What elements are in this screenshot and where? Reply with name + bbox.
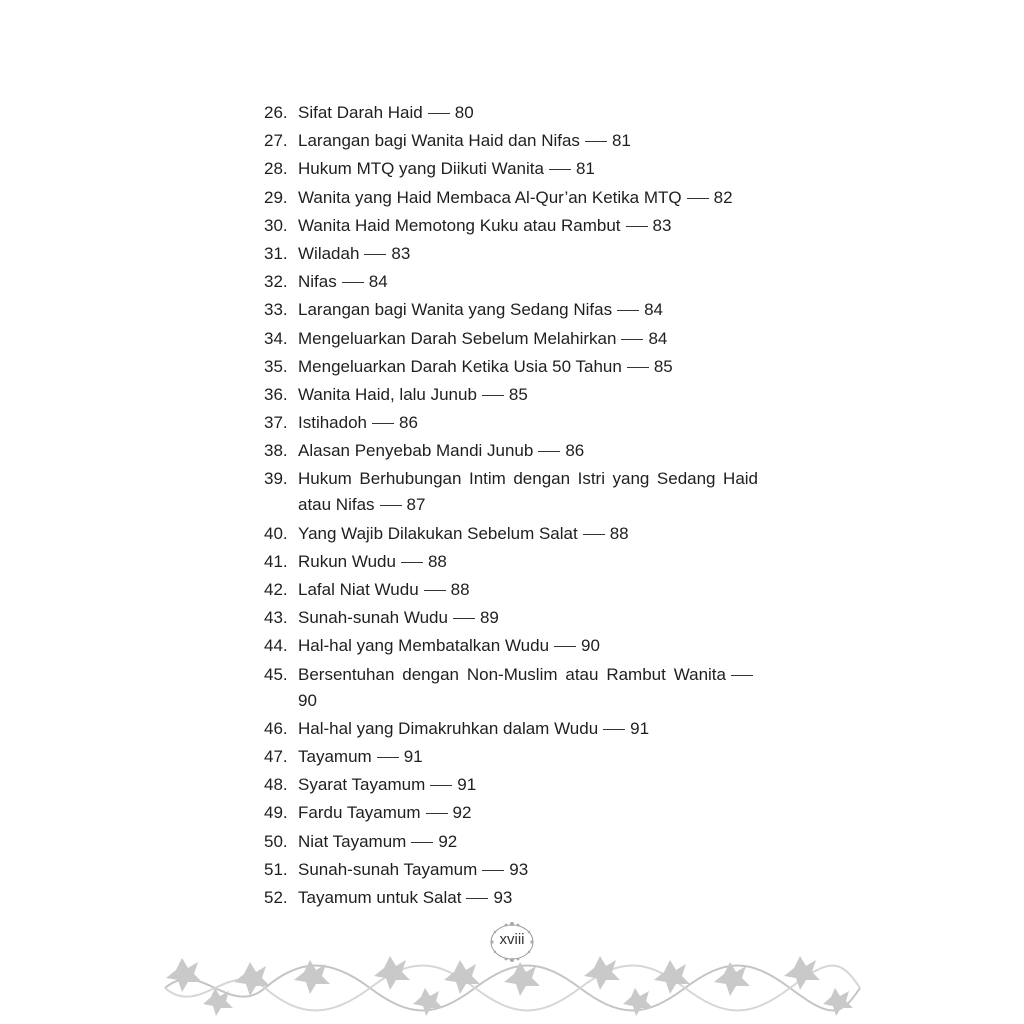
toc-item: [264, 354, 758, 380]
leader-line: [583, 534, 605, 535]
leader-line: [364, 254, 386, 255]
toc-item-entry: [298, 100, 758, 126]
toc-item-number: 48.: [264, 775, 288, 795]
toc-item-page: 81: [611, 131, 631, 151]
toc-item: [264, 100, 758, 126]
toc-item-entry: [298, 326, 758, 352]
toc-item-number: 49.: [264, 803, 288, 823]
leader-line: [617, 310, 639, 311]
leader-line: [428, 113, 450, 114]
leader-line: [626, 226, 648, 227]
toc-item-page: 86: [399, 413, 418, 433]
toc-item-page: 83: [391, 243, 411, 263]
toc-item-page: 88: [427, 551, 447, 571]
toc-item-title: Lafal Niat Wudu: [298, 580, 419, 599]
toc-item: [264, 829, 758, 855]
toc-item-entry: [298, 772, 758, 798]
toc-item-number: 41.: [264, 551, 288, 571]
toc-item: [264, 213, 758, 239]
toc-item-entry: [298, 185, 758, 211]
leader-line: [482, 395, 504, 396]
toc-item-title: Tayamum untuk Salat: [298, 887, 462, 907]
leader-line: [424, 590, 446, 591]
toc-item-number: 46.: [264, 718, 288, 738]
toc-item-title: Mengeluarkan Darah Sebelum Melahirkan: [298, 328, 617, 348]
toc-item: [264, 800, 758, 826]
leader-line: [621, 339, 643, 340]
leader-line: [453, 618, 475, 619]
toc-item-entry: [298, 241, 758, 267]
toc-item-entry: [298, 213, 758, 239]
toc-item-entry: [298, 269, 758, 295]
toc-item-entry: [298, 354, 758, 380]
toc-item: [264, 466, 758, 518]
toc-item-number: 50.: [264, 831, 288, 851]
toc-item-title: Sunah-sunah Wudu: [298, 608, 448, 628]
toc-item: [264, 269, 758, 295]
toc-item-page: 87: [406, 495, 426, 515]
toc-item-entry: [298, 128, 758, 154]
toc-item: [264, 772, 758, 798]
toc-item-page: 88: [609, 523, 629, 543]
leader-line: [627, 367, 649, 368]
toc-item: [264, 156, 758, 182]
toc-item-entry: [298, 829, 758, 855]
toc-item-number: 45.: [264, 664, 288, 684]
toc-item-title: Hukum Berhubungan Intim dengan Istri yang Sedang Haid atau Nifas: [298, 469, 758, 515]
toc-item-entry: [298, 744, 758, 770]
toc-item: [264, 326, 758, 352]
toc-item-entry: [298, 156, 758, 182]
toc-item-number: 43.: [264, 608, 288, 628]
toc-item-number: 32.: [264, 272, 288, 292]
toc-item-entry: [298, 297, 758, 323]
toc-item-page: 88: [450, 580, 470, 599]
toc-item-title: Hal-hal yang Dimakruhkan dalam Wudu: [298, 718, 599, 738]
toc-item-number: 34.: [264, 328, 288, 348]
toc-item-title: Syarat Tayamum: [298, 775, 426, 795]
toc-item-number: 40.: [264, 523, 288, 543]
leader-line: [377, 757, 399, 758]
toc-item-entry: [298, 633, 758, 659]
toc-item-title: Istihadoh: [298, 413, 367, 433]
toc-item-title: Wiladah: [298, 243, 360, 263]
toc-item-number: 38.: [264, 441, 288, 461]
toc-item-number: 31.: [264, 243, 288, 263]
toc-item-title: Wanita Haid Memotong Kuku atau Rambut: [298, 215, 621, 235]
toc-item-number: 42.: [264, 580, 288, 599]
toc-item-title: Hukum MTQ yang Diikuti Wanita: [298, 159, 544, 179]
toc-item-number: 27.: [264, 131, 288, 151]
leader-line: [731, 675, 753, 676]
toc-item-page: 91: [457, 775, 477, 795]
toc-item: [264, 438, 758, 464]
toc-item-number: 36.: [264, 384, 288, 404]
toc-item-number: 39.: [264, 469, 288, 489]
toc-item: [264, 885, 758, 911]
toc-item: [264, 521, 758, 547]
toc-item-title: Wanita yang Haid Membaca Al-Qur’an Ketika MTQ: [298, 187, 682, 207]
toc-item: [264, 185, 758, 211]
toc-item: [264, 297, 758, 323]
toc-item-entry: [298, 549, 758, 575]
toc-item-number: 26.: [264, 103, 288, 122]
toc-item: [264, 605, 758, 631]
toc-item: [264, 241, 758, 267]
leader-line: [585, 141, 607, 142]
toc-item-entry: [298, 466, 758, 518]
toc-item-page: 84: [644, 300, 664, 320]
toc-item-entry: [298, 605, 758, 631]
toc-item-title: Larangan bagi Wanita yang Sedang Nifas: [298, 300, 613, 320]
toc-item: [264, 382, 758, 408]
toc-item-number: 30.: [264, 215, 288, 235]
toc-item-page: 93: [509, 859, 529, 879]
toc-item: [264, 716, 758, 742]
toc-item-page: 85: [653, 356, 673, 376]
toc-item-entry: [298, 716, 758, 742]
toc-item-page: 84: [368, 272, 388, 292]
toc-item-title: Bersentuhan dengan Non-Muslim atau Rambut Wanita: [298, 664, 726, 684]
toc-item-title: Hal-hal yang Membatalkan Wudu: [298, 636, 550, 656]
toc-item-page: 90: [298, 690, 317, 710]
toc-item-page: 86: [565, 441, 585, 461]
leader-line: [687, 198, 709, 199]
leader-line: [380, 505, 402, 506]
leader-line: [538, 451, 560, 452]
leader-line: [430, 785, 452, 786]
toc-item-page: 89: [479, 608, 499, 628]
toc-item-page: 84: [648, 328, 668, 348]
toc-item: [264, 633, 758, 659]
toc-item-number: 29.: [264, 187, 288, 207]
toc-item-entry: [298, 382, 758, 408]
toc-item-title: Larangan bagi Wanita Haid dan Nifas: [298, 131, 580, 151]
toc-item-number: 51.: [264, 859, 288, 879]
toc-item-title: Alasan Penyebab Mandi Junub: [298, 441, 534, 461]
toc-item-number: 44.: [264, 636, 288, 656]
toc-item-title: Yang Wajib Dilakukan Sebelum Salat: [298, 523, 578, 543]
toc-item-title: Niat Tayamum: [298, 831, 407, 851]
toc-item-title: Sunah-sunah Tayamum: [298, 859, 478, 879]
toc-item-page: 91: [403, 746, 423, 766]
leader-line: [549, 169, 571, 170]
leader-line: [411, 842, 433, 843]
toc-item-entry: [298, 438, 758, 464]
toc-item-title: Rukun Wudu: [298, 551, 396, 571]
toc-item-page: 83: [652, 215, 672, 235]
toc-item-entry: [298, 410, 758, 436]
leader-line: [603, 729, 625, 730]
table-of-contents: [264, 100, 758, 913]
toc-item: [264, 549, 758, 575]
toc-item-title: Nifas: [298, 272, 337, 292]
toc-item-page: 91: [630, 718, 650, 738]
leader-line: [554, 646, 576, 647]
leaf-vine-border-icon: [160, 948, 864, 1024]
toc-item: [264, 857, 758, 883]
toc-item-number: 33.: [264, 300, 288, 320]
toc-item: [264, 128, 758, 154]
leader-line: [372, 423, 394, 424]
toc-item-entry: [298, 577, 758, 603]
toc-item-entry: [298, 885, 758, 911]
toc-item-entry: [298, 662, 758, 714]
toc-item-page: 81: [575, 159, 595, 179]
toc-item-title: Fardu Tayamum: [298, 803, 421, 823]
toc-item-page: 90: [581, 636, 600, 656]
toc-item-number: 52.: [264, 887, 288, 907]
toc-item-number: 28.: [264, 159, 288, 179]
toc-item-page: 80: [454, 103, 474, 122]
toc-item-title: Mengeluarkan Darah Ketika Usia 50 Tahun: [298, 356, 622, 376]
leader-line: [466, 898, 488, 899]
toc-item-entry: [298, 521, 758, 547]
toc-item-page: 93: [493, 887, 513, 907]
leader-line: [342, 282, 364, 283]
toc-item-page: 85: [508, 384, 528, 404]
toc-item-number: 47.: [264, 746, 288, 766]
toc-item: [264, 410, 758, 436]
leader-line: [482, 870, 504, 871]
toc-item-title: Tayamum: [298, 746, 372, 766]
toc-item-number: 37.: [264, 413, 288, 433]
leader-line: [401, 562, 423, 563]
leader-line: [426, 813, 448, 814]
toc-item-title: Sifat Darah Haid: [298, 103, 423, 122]
toc-item: [264, 662, 758, 714]
toc-item-page: 92: [452, 803, 472, 823]
toc-item: [264, 577, 758, 603]
page-number: xviii: [499, 931, 525, 948]
toc-item-title: Wanita Haid, lalu Junub: [298, 384, 477, 404]
toc-item-entry: [298, 857, 758, 883]
toc-item-number: 35.: [264, 356, 288, 376]
toc-item-entry: [298, 800, 758, 826]
toc-item: [264, 744, 758, 770]
toc-item-page: 92: [438, 831, 458, 851]
toc-item-page: 82: [713, 187, 733, 207]
